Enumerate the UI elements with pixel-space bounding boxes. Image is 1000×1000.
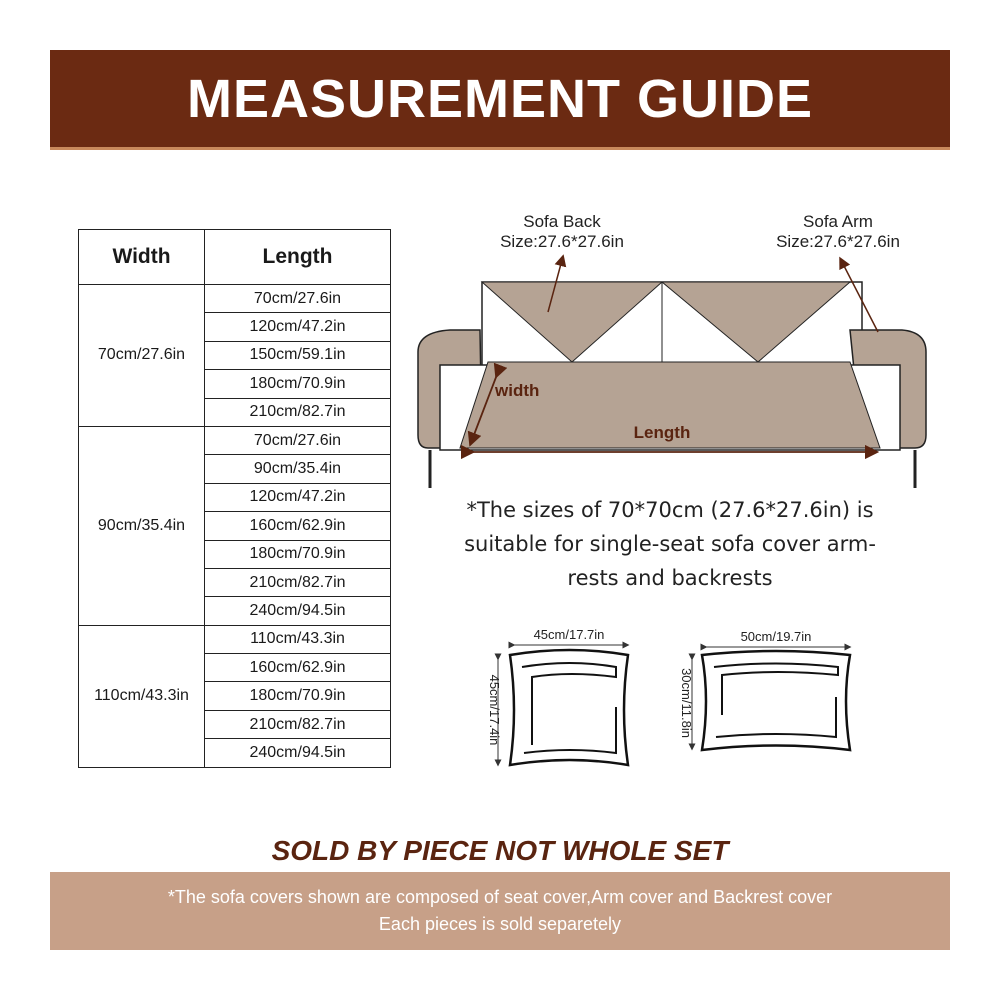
length-cell: 90cm/35.4in — [205, 455, 391, 483]
rect-pillow-height: 30cm/11.8in — [679, 668, 694, 738]
footer-line-1: *The sofa covers shown are composed of seat cover,Arm cover and Backrest cover — [167, 887, 833, 907]
length-cell: 120cm/47.2in — [205, 483, 391, 511]
length-cell: 180cm/70.9in — [205, 682, 391, 710]
table-row — [79, 285, 391, 313]
sofa-diagram — [410, 200, 930, 500]
size-note: *The sizes of 70*70cm (27.6*27.6in) is suitable for single-seat sofa cover arm-rests and backrests — [464, 498, 876, 590]
table-header-row — [79, 230, 391, 285]
table-row — [79, 625, 391, 653]
sofa-back-label: Sofa Back — [523, 212, 601, 231]
width-label: width — [495, 381, 540, 400]
length-cell: 210cm/82.7in — [205, 398, 391, 426]
table-row — [79, 426, 391, 454]
header-banner — [50, 50, 950, 150]
width-cell: 70cm/27.6in — [79, 285, 205, 427]
length-cell: 160cm/62.9in — [205, 512, 391, 540]
length-cell: 120cm/47.2in — [205, 313, 391, 341]
length-cell: 210cm/82.7in — [205, 568, 391, 596]
length-cell: 70cm/27.6in — [205, 426, 391, 454]
pillows-diagram — [470, 615, 890, 785]
length-label: Length — [633, 423, 691, 442]
length-cell: 240cm/94.5in — [205, 597, 391, 625]
sold-by-piece-banner: SOLD BY PIECE NOT WHOLE SET — [271, 835, 729, 866]
length-cell: 180cm/70.9in — [205, 370, 391, 398]
length-cell: 110cm/43.3in — [205, 625, 391, 653]
footer-line-2: Each pieces is sold separetely — [378, 914, 622, 934]
width-cell: 90cm/35.4in — [79, 426, 205, 625]
length-cell: 180cm/70.9in — [205, 540, 391, 568]
size-table — [78, 229, 391, 768]
rect-pillow-width: 50cm/19.7in — [740, 629, 812, 644]
width-cell: 110cm/43.3in — [79, 625, 205, 767]
width-column-header: Width — [79, 230, 205, 285]
page-title: MEASUREMENT GUIDE — [186, 68, 814, 129]
length-column-header: Length — [205, 230, 391, 285]
length-cell: 160cm/62.9in — [205, 654, 391, 682]
sofa-arm-label: Sofa Arm — [803, 212, 873, 231]
footer-banner — [50, 872, 950, 950]
sofa-arm-size: Size:27.6*27.6in — [776, 232, 900, 251]
length-cell: 210cm/82.7in — [205, 710, 391, 738]
square-pillow — [510, 650, 628, 765]
sofa-back-size: Size:27.6*27.6in — [500, 232, 624, 251]
square-pillow-height: 45cm/17.4in — [487, 674, 502, 746]
square-pillow-width: 45cm/17.7in — [533, 627, 605, 642]
length-cell: 240cm/94.5in — [205, 739, 391, 767]
length-cell: 70cm/27.6in — [205, 285, 391, 313]
length-cell: 150cm/59.1in — [205, 341, 391, 369]
